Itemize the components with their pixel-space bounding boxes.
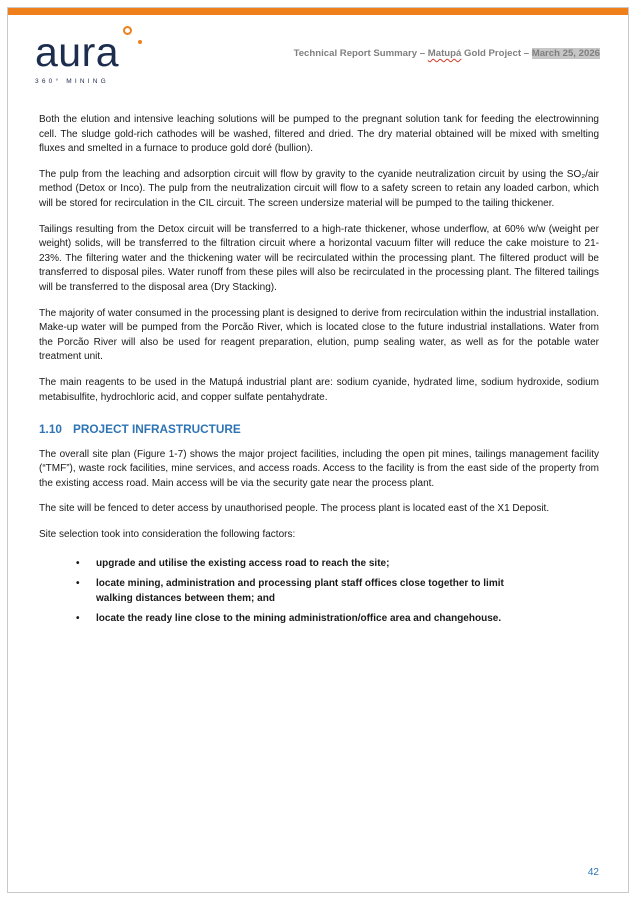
accent-top-bar xyxy=(8,8,628,15)
header-title-prefix: Technical Report Summary – xyxy=(293,48,428,59)
section-number: 1.10 xyxy=(39,422,62,437)
paragraph: Site selection took into consideration the following factors: xyxy=(39,529,296,541)
section-heading xyxy=(39,422,599,437)
bullet-text: upgrade and utilise the existing access road to reach the site; xyxy=(96,557,390,569)
report-header-title xyxy=(294,48,600,59)
bullet-text: locate mining, administration and processing plant staff offices close together to limit walking distances between them; and xyxy=(96,578,504,604)
paragraph: The majority of water consumed in the processing plant is designed to derive from recirculation within the industrial installation. Make-up water will be pumped from the Porcão River, which is located close to the future industrial installations. Water from the Porcão River will also be used for reagent preparation, elution, pump sealing water, as well as for the potable water treatment unit. xyxy=(39,307,599,363)
paragraph: The overall site plan (Figure 1-7) shows the major project facilities, including the open pit mines, tailings management facility (“TMF”), waste rock facilities, mine services, and access roads. Access to the facility is from the east side of the property from the existing access road. Main access will be via the security gate near the process plant. xyxy=(39,448,599,489)
paragraph: Both the elution and intensive leaching solutions will be pumped to the pregnant solution tank for feeding the electrowinning cell. The sludge gold-rich cathodes will be washed, filtered and dried. The dry material obtained will be mixed with smelting fluxes and smelted in a furnace to produce gold doré (bullion). xyxy=(39,114,599,155)
document-body xyxy=(39,113,599,633)
logo-dot-icon xyxy=(138,40,142,44)
paragraph: The main reagents to be used in the Matupá industrial plant are: sodium cyanide, hydrated lime, sodium hydroxide, sodium metabisulfite, hydrochloric acid, and copper sulfate pentahydrate. xyxy=(39,376,599,403)
list-item xyxy=(39,557,599,572)
logo-ring-icon xyxy=(123,26,132,35)
bullet-text: locate the ready line close to the mining administration/office area and changehouse. xyxy=(96,613,502,625)
section-title: PROJECT INFRASTRUCTURE xyxy=(72,422,241,437)
aura-logo xyxy=(35,29,165,94)
bullet-icon: • xyxy=(76,613,80,625)
list-item xyxy=(39,612,599,627)
logo-wordmark: aura xyxy=(35,29,120,75)
paragraph: The site will be fenced to deter access by unauthorised people. The process plant is located east of the X1 Deposit. xyxy=(39,503,550,515)
bullet-icon: • xyxy=(76,557,80,569)
logo-tagline: 360° MINING xyxy=(35,78,109,85)
header-title-project-name: Matupá xyxy=(427,48,462,59)
header-title-date: March 25, 2026 xyxy=(531,48,600,59)
paragraph: The pulp from the leaching and adsorption circuit will flow by gravity to the cyanide neutralization circuit by using the SO₂/air method (Detox or Inco). The pulp from the neutralization circuit will flow to a safety screen to retain any loaded carbon, which will be stored for recirculation in the CIL circuit. The screen undersize material will be pumped to the tailing thickener. xyxy=(39,168,599,209)
header-title-middle: Gold Project – xyxy=(461,48,532,59)
report-page xyxy=(7,7,629,893)
page-number: 42 xyxy=(587,867,599,878)
bullet-list xyxy=(39,557,599,627)
paragraph: Tailings resulting from the Detox circuit will be transferred to a high-rate thickener, whose underflow, at 60% w/w (weight per weight) solids, will be transferred to the filtration circuit where a horizontal vacuum filter will reduce the cake moisture to 21-23%. The filtering water and the thickening water will be recirculated within the processing plant. The filtered product will be transferred to disposal piles. Water runoff from these piles will also be recirculated in the processing plant. The filtered tailings will be transferred to the disposal area (Dry Stacking). xyxy=(39,223,599,293)
bullet-icon: • xyxy=(76,578,80,590)
list-item xyxy=(39,577,599,606)
